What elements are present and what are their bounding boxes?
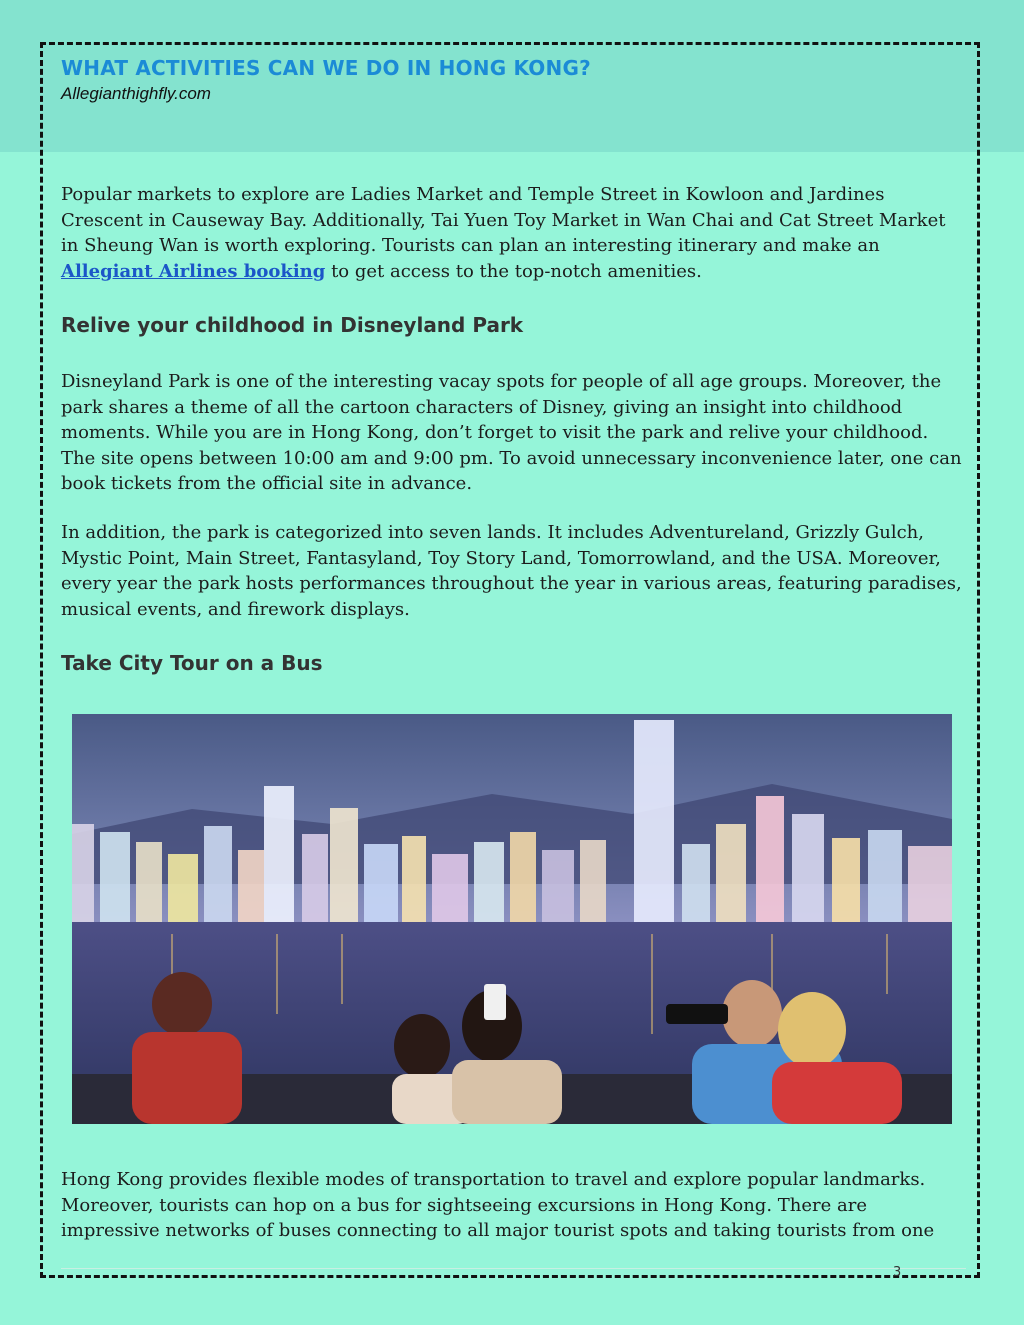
document-source: Allegianthighfly.com xyxy=(61,84,211,103)
lands-paragraph: In addition, the park is categorized into seven lands. It includes Adventureland, Grizzly Gulch, Mystic Point, Main Street, Fantasyland, Toy Story Land, Tomorrowland, and the USA. Moreover, every year the park hosts performances throughout the year in various areas, featuring paradises, musical events, and firework displays. xyxy=(61,522,962,620)
city-tour-heading: Take City Tour on a Bus xyxy=(61,651,323,675)
disneyland-paragraph: Disneyland Park is one of the interesting vacay spots for people of all age groups. Moreover, the park shares a theme of all the cartoon characters of Disney, giving an insight into childhood moments. While you are in Hong Kong, don’t forget to visit the park and relive your childhood. The site opens between 10:00 am and 9:00 pm. To avoid unnecessary inconvenience later, one can book tickets from the official site in advance. xyxy=(61,371,962,495)
markets-text-end: to get access to the top-notch amenities. xyxy=(325,260,702,282)
page-number: 3 xyxy=(893,1265,902,1280)
skyline-illustration xyxy=(72,714,952,1124)
markets-text: Popular markets to explore are Ladies Market and Temple Street in Kowloon and Jardines Crescent in Causeway Bay. Additionally, Tai Yuen Toy Market in Wan Chai and Cat Street Market in Sheung Wan is worth exploring. Tourists can plan an interesting itinerary and make an xyxy=(61,184,946,257)
bus-tour-paragraph: Hong Kong provides flexible modes of transportation to travel and explore popular landmarks. Moreover, tourists can hop on a bus for sightseeing excursions in Hong Kong. There are impressive networks of buses connecting to all major tourist spots and taking tourists from one xyxy=(61,1169,935,1242)
disneyland-heading: Relive your childhood in Disneyland Park xyxy=(61,313,524,337)
hong-kong-skyline-photo xyxy=(72,714,952,1124)
document-title: WHAT ACTIVITIES CAN WE DO IN HONG KONG? xyxy=(61,56,591,80)
markets-paragraph xyxy=(61,182,966,284)
allegiant-booking-link[interactable]: Allegiant Airlines booking xyxy=(61,260,326,282)
footer-divider xyxy=(61,1268,966,1269)
